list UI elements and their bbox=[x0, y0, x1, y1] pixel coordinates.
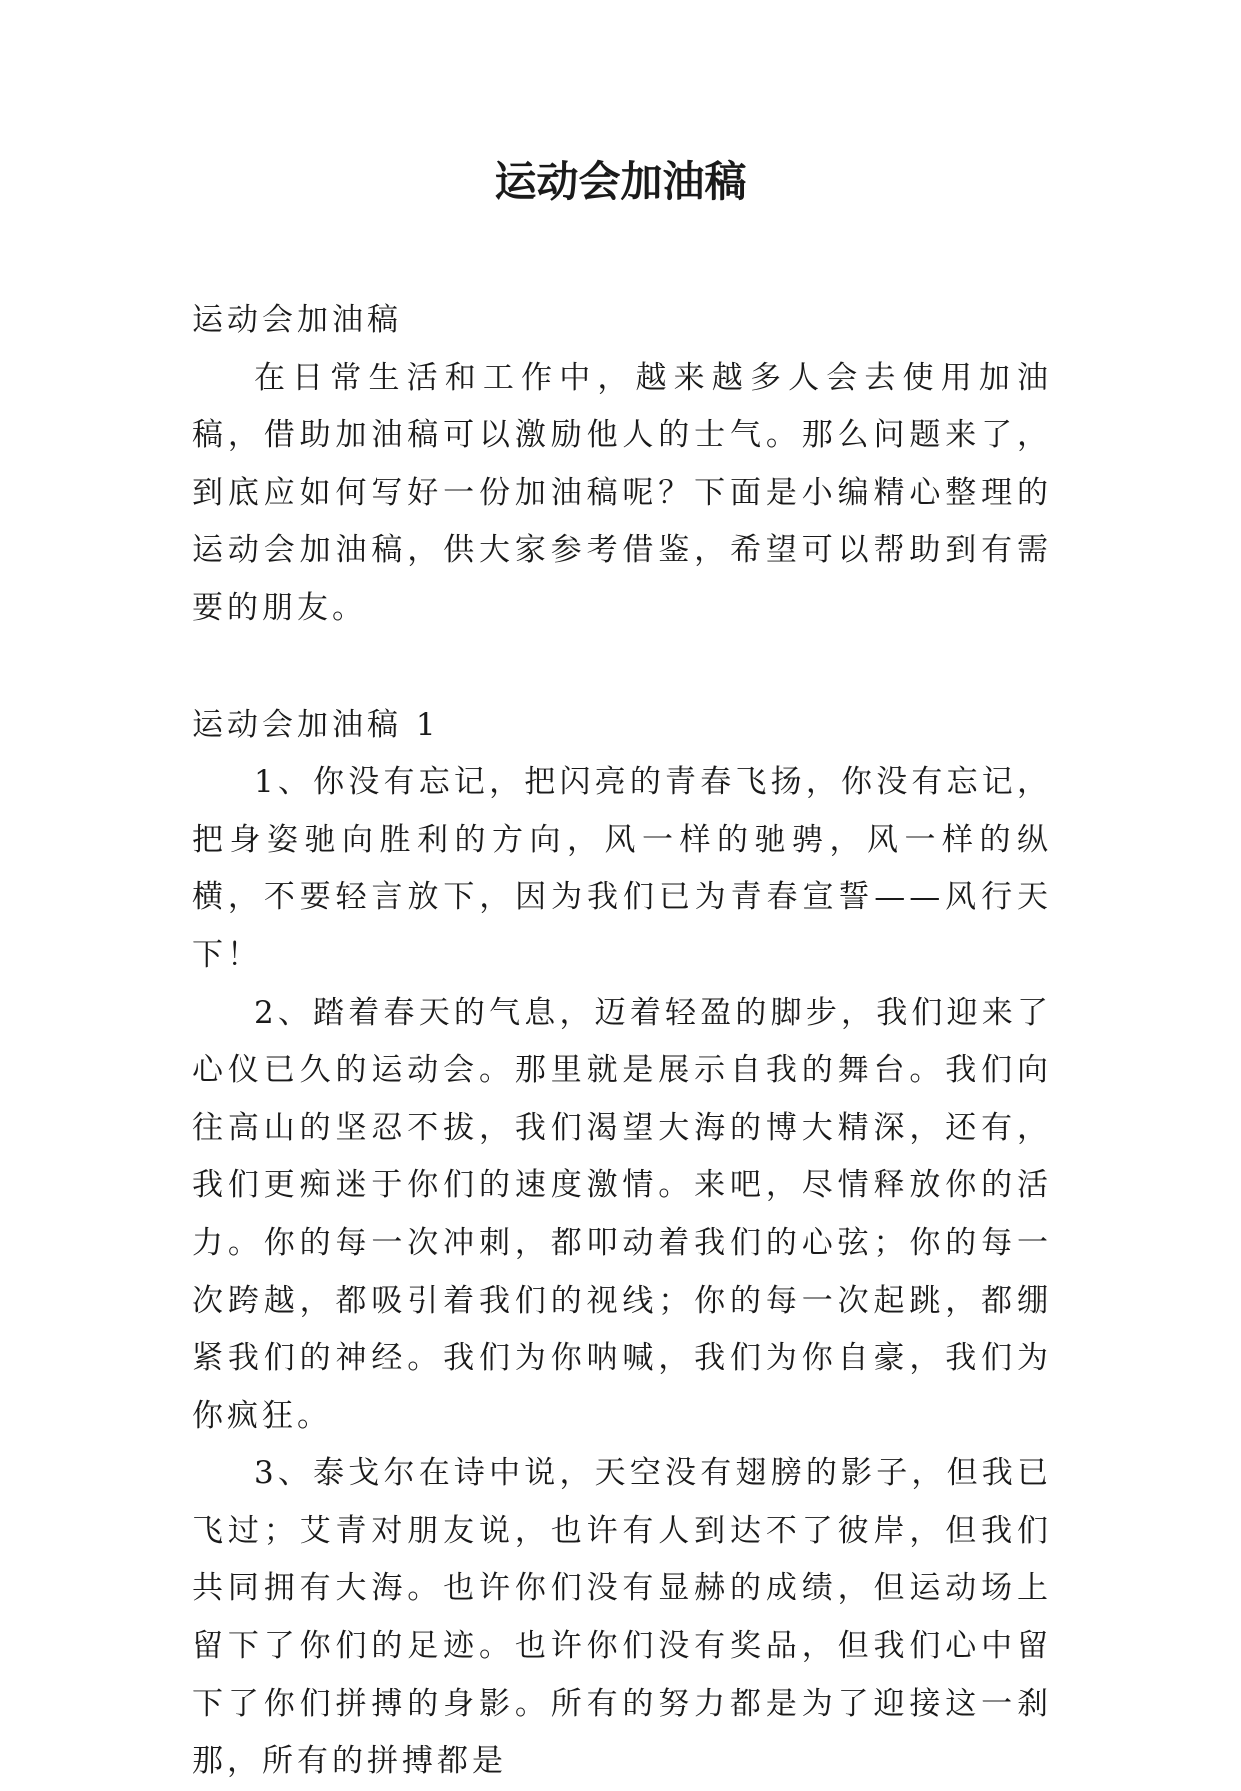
section-spacer bbox=[192, 638, 1052, 697]
paragraph-3: 3、泰戈尔在诗中说，天空没有翅膀的影子，但我已飞过；艾青对朋友说，也许有人到达不了彼岸，但我们共同拥有大海。也许你们没有显赫的成绩，但运动场上留下了你们的足迹。也许你们没有奖品，但我们心中留下了你们拼搏的身影。所有的努力都是为了迎接这一刹那，所有的拼搏都是 bbox=[192, 1455, 1052, 1780]
paragraph-1: 1、你没有忘记，把闪亮的青春飞扬，你没有忘记，把身姿驰向胜利的方向，风一样的驰骋，风一样的纵横，不要轻言放下，因为我们已为青春宣誓——风行天下！ bbox=[192, 764, 1052, 973]
document-title: 运动会加油稿 bbox=[494, 157, 747, 206]
section-heading: 运动会加油稿 1 bbox=[192, 706, 440, 743]
paragraph-2: 2、踏着春天的气息，迈着轻盈的脚步，我们迎来了心仪已久的运动会。那里就是展示自我的舞台。我们向往高山的坚忍不拔，我们渴望大海的博大精深，还有，我们更痴迷于你们的速度激情。来吧，尽情释放你的活力。你的每一次冲刺，都叩动着我们的心弦；你的每一次跨越，都吸引着我们的视线；你的每一次起跳，都绷紧我们的神经。我们为你呐喊，我们为你自豪，我们为你疯狂。 bbox=[192, 994, 1052, 1434]
document-body bbox=[192, 292, 1052, 1791]
subtitle: 运动会加油稿 bbox=[192, 302, 402, 338]
intro-paragraph: 在日常生活和工作中，越来越多人会去使用加油稿，借助加油稿可以激励他人的士气。那么问题来了，到底应如何写好一份加油稿呢？下面是小编精心整理的运动会加油稿，供大家参考借鉴，希望可以帮助到有需要的朋友。 bbox=[192, 359, 1052, 626]
